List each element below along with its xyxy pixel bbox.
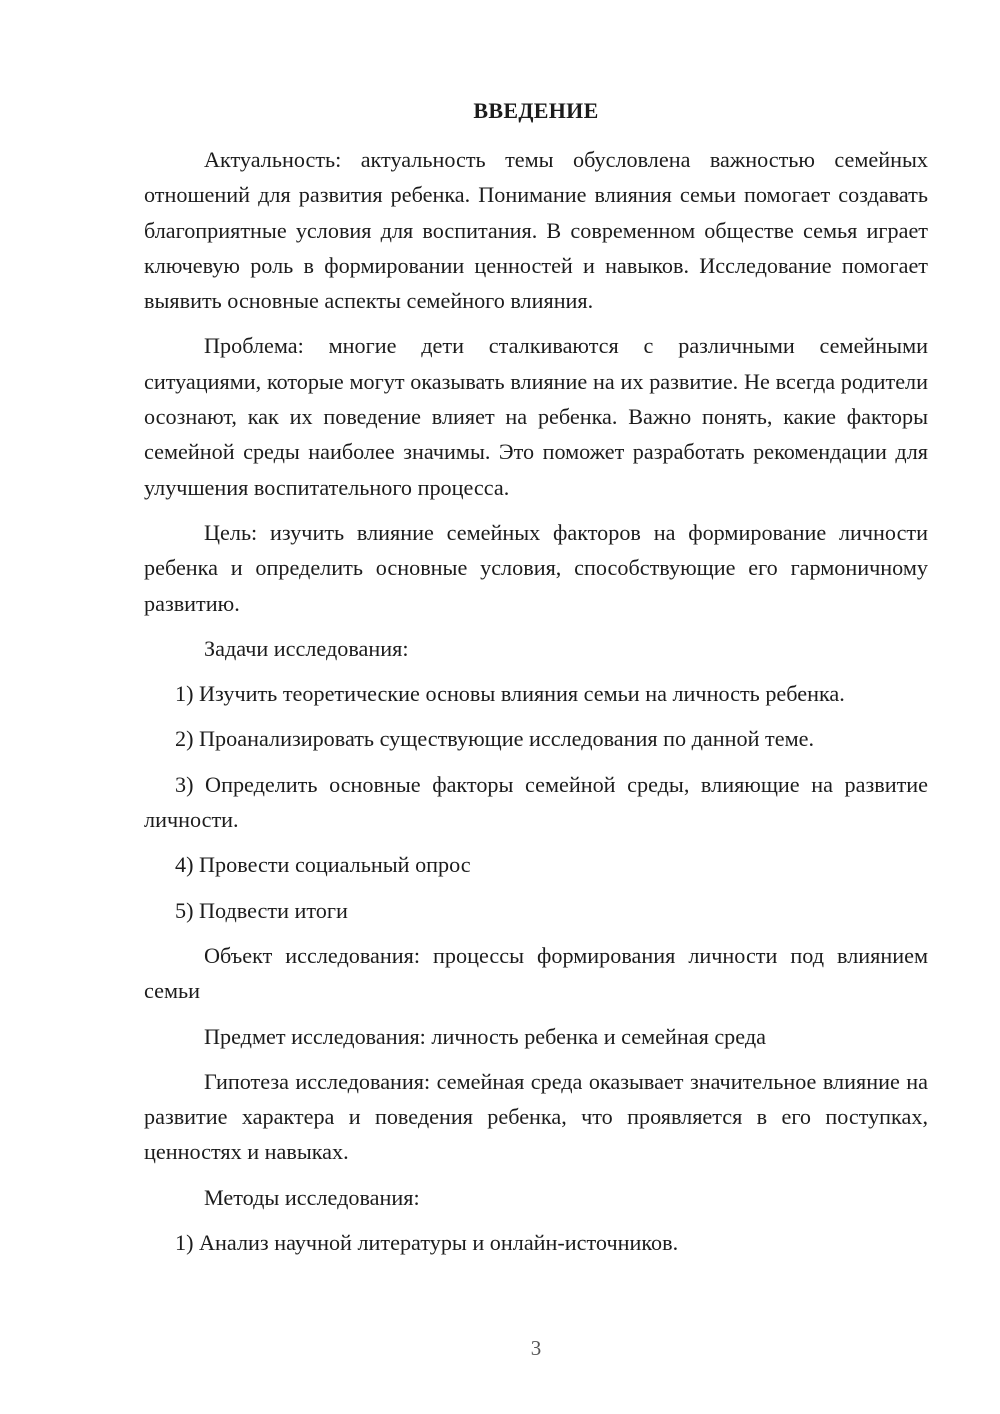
paragraph-relevance: Актуальность: актуальность темы обусловлена важностью семейных отношений для развития ребенка. Понимание влияния семьи помогает создавать благоприятные условия для воспитания. В современном обществе семья играет ключевую роль в формировании ценностей и навыков. Исследование помогает выявить основные аспекты семейного влияния. [144, 147, 928, 314]
paragraph-problem: Проблема: многие дети сталкиваются с различными семейными ситуациями, которые могут оказывать влияние на их развитие. Не всегда родители осознают, как их поведение влияет на ребенка. Важно понять, какие факторы семейной среды наиболее значимы. Это поможет разработать рекомендации для улучшения воспитательного процесса. [144, 333, 928, 500]
task-item-2: 2) Проанализировать существующие исследования по данной теме. [175, 726, 815, 752]
paragraph-hypothesis: Гипотеза исследования: семейная среда оказывает значительное влияние на развитие характера и поведения ребенка, что проявляется в его поступках, ценностях и навыках. [144, 1068, 928, 1165]
task-item-1: 1) Изучить теоретические основы влияния семьи на личность ребенка. [175, 681, 845, 707]
paragraph-goal: Цель: изучить влияние семейных факторов на формирование личности ребенка и определить основные условия, способствующие его гармоничному развитию. [144, 519, 928, 616]
task-item-4: 4) Провести социальный опрос [175, 852, 471, 878]
task-item-3: 3) Определить основные факторы семейной среды, влияющие на развитие личности. [144, 771, 928, 833]
document-body [144, 142, 928, 1270]
paragraph-methods-title: Методы исследования: [204, 1184, 420, 1210]
method-item-1: 1) Анализ научной литературы и онлайн-источников. [175, 1230, 679, 1256]
task-item-5: 5) Подвести итоги [175, 897, 348, 923]
page-number: 3 [530, 1336, 542, 1360]
section-heading: ВВЕДЕНИЕ [473, 98, 599, 123]
paragraph-tasks-title: Задачи исследования: [204, 635, 409, 661]
paragraph-object: Объект исследования: процессы формирования личности под влиянием семьи [144, 942, 928, 1004]
paragraph-subject: Предмет исследования: личность ребенка и семейная среда [204, 1023, 766, 1049]
